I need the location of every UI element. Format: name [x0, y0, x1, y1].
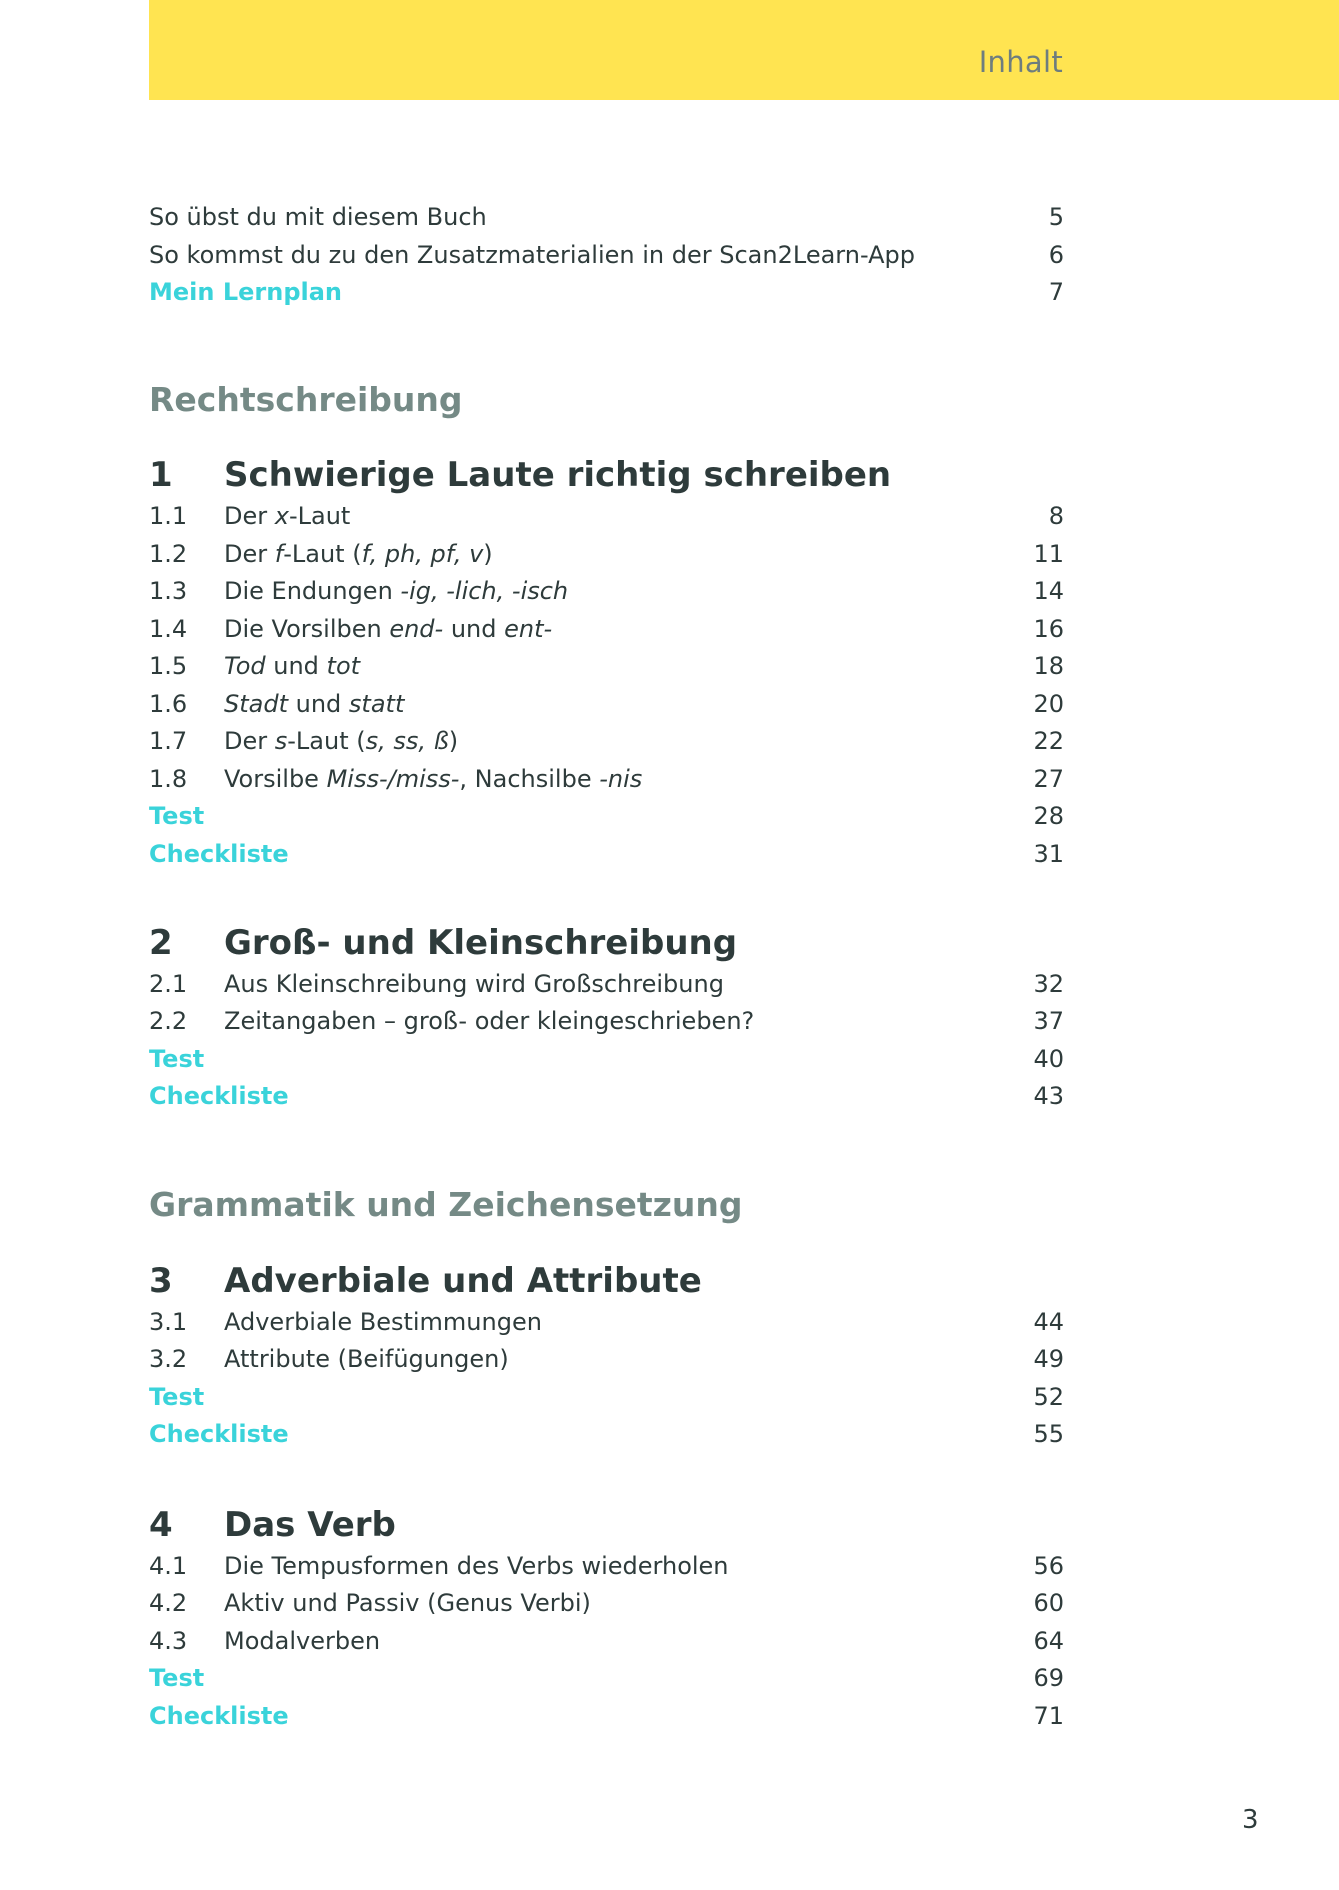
toc-entry[interactable]: [149, 1002, 1064, 1040]
toc-entry-label: Mein Lernplan: [149, 278, 343, 306]
toc-entry[interactable]: [149, 1303, 1064, 1341]
toc-entry-number: 1.2: [149, 540, 188, 568]
toc-entry-label: Checkliste: [149, 1082, 289, 1110]
toc-entry-page: 31: [1033, 840, 1064, 868]
toc-entry-label: Die Tempusformen des Verbs wiederholen: [224, 1552, 729, 1580]
toc-entry-checklist[interactable]: [149, 1697, 1064, 1735]
toc-entry[interactable]: [149, 722, 1064, 760]
toc-entry-label: Checkliste: [149, 1420, 289, 1448]
chapter-number: 3: [149, 1261, 173, 1301]
toc-entry[interactable]: [149, 497, 1064, 535]
toc-entry-page: 7: [1048, 278, 1064, 306]
toc-entry-page: 44: [1033, 1308, 1064, 1336]
toc-entry-number: 4.2: [149, 1589, 188, 1617]
toc-entry-label: Modalverben: [224, 1627, 381, 1655]
toc-entry-page: 28: [1033, 802, 1064, 830]
toc-entry-number: 1.8: [149, 765, 188, 793]
toc-entry[interactable]: [149, 685, 1064, 723]
toc-entry-label: Test: [149, 1045, 205, 1073]
toc-entry[interactable]: [149, 1340, 1064, 1378]
toc-entry-page: 20: [1033, 690, 1064, 718]
chapter-heading[interactable]: [149, 1258, 1064, 1304]
toc-entry-page: 27: [1033, 765, 1064, 793]
toc-entry-label: Test: [149, 802, 205, 830]
toc-entry-page: 37: [1033, 1007, 1064, 1035]
toc-entry-page: 11: [1033, 540, 1064, 568]
toc-entry-test[interactable]: [149, 1659, 1064, 1697]
toc-entry-page: 18: [1033, 652, 1064, 680]
toc-entry[interactable]: [149, 647, 1064, 685]
toc-entry-label: So übst du mit diesem Buch: [149, 203, 487, 231]
toc-entry[interactable]: [149, 1622, 1064, 1660]
toc-entry-page: 64: [1033, 1627, 1064, 1655]
toc-entry-label: Der x-Laut: [224, 502, 351, 530]
toc-entry-number: 3.1: [149, 1308, 188, 1336]
toc-entry-label: Checkliste: [149, 840, 289, 868]
toc-entry-label: Test: [149, 1664, 205, 1692]
toc-entry-page: 52: [1033, 1383, 1064, 1411]
chapter-heading[interactable]: [149, 920, 1064, 966]
toc-entry-intro[interactable]: [149, 198, 1064, 236]
toc-entry-checklist[interactable]: [149, 1415, 1064, 1453]
toc-entry[interactable]: [149, 1547, 1064, 1585]
toc-entry-page: 69: [1033, 1664, 1064, 1692]
toc-entry-test[interactable]: [149, 1378, 1064, 1416]
toc-entry-label: Der f-Laut (f, ph, pf, v): [224, 540, 493, 568]
toc-entry-label: So kommst du zu den Zusatzmaterialien in der Scan2Learn-App: [149, 241, 915, 269]
chapter-heading[interactable]: [149, 1502, 1064, 1548]
toc-entry-label: Vorsilbe Miss-/miss-, Nachsilbe -nis: [224, 765, 643, 793]
toc-entry-page: 5: [1048, 203, 1064, 231]
toc-entry-label: Zeitangaben – groß- oder kleingeschrieben?: [224, 1007, 755, 1035]
toc-entry-number: 1.3: [149, 577, 188, 605]
toc-entry-number: 1.6: [149, 690, 188, 718]
toc-entry-label: Adverbiale Bestimmungen: [224, 1308, 542, 1336]
toc-entry-label: Die Endungen -ig, -lich, -isch: [224, 577, 569, 605]
toc-entry[interactable]: [149, 610, 1064, 648]
toc-entry-checklist[interactable]: [149, 835, 1064, 873]
toc-entry-label: Attribute (Beifügungen): [224, 1345, 509, 1373]
toc-entry-page: 8: [1048, 502, 1064, 530]
toc-entry-label: Test: [149, 1383, 205, 1411]
toc-entry-page: 40: [1033, 1045, 1064, 1073]
toc-entry-number: 1.5: [149, 652, 188, 680]
toc-entry-page: 49: [1033, 1345, 1064, 1373]
toc-entry-label: Der s-Laut (s, ss, ß): [224, 727, 459, 755]
chapter-title: Schwierige Laute richtig schreiben: [224, 455, 892, 495]
chapter-number: 4: [149, 1505, 173, 1545]
toc-entry-label: Tod und tot: [224, 652, 361, 680]
toc-entry[interactable]: [149, 1584, 1064, 1622]
toc-entry-number: 4.3: [149, 1627, 188, 1655]
toc-entry-test[interactable]: [149, 797, 1064, 835]
toc-entry[interactable]: [149, 760, 1064, 798]
toc-entry-page: 6: [1048, 241, 1064, 269]
toc-entry-page: 16: [1033, 615, 1064, 643]
header-title: Inhalt: [978, 45, 1063, 79]
toc-entry-intro[interactable]: [149, 236, 1064, 274]
chapter-heading[interactable]: [149, 452, 1064, 498]
toc-entry-label: Stadt und statt: [224, 690, 405, 718]
toc-entry-lernplan[interactable]: [149, 273, 1064, 311]
toc-entry-page: 32: [1033, 970, 1064, 998]
chapter-title: Groß- und Kleinschreibung: [224, 923, 738, 963]
section-heading: Rechtschreibung: [149, 380, 463, 419]
chapter-title: Adverbiale und Attribute: [224, 1261, 702, 1301]
toc-entry-page: 56: [1033, 1552, 1064, 1580]
chapter-title: Das Verb: [224, 1505, 396, 1545]
toc-entry-page: 71: [1033, 1702, 1064, 1730]
toc-entry-page: 55: [1033, 1420, 1064, 1448]
toc-entry-label: Checkliste: [149, 1702, 289, 1730]
toc-entry-number: 4.1: [149, 1552, 188, 1580]
section-heading: Grammatik und Zeichensetzung: [149, 1185, 743, 1224]
toc-entry-page: 60: [1033, 1589, 1064, 1617]
toc-entry-checklist[interactable]: [149, 1077, 1064, 1115]
toc-entry-label: Aus Kleinschreibung wird Großschreibung: [224, 970, 724, 998]
toc-entry-number: 2.1: [149, 970, 188, 998]
toc-entry-number: 3.2: [149, 1345, 188, 1373]
toc-entry[interactable]: [149, 572, 1064, 610]
toc-entry-page: 14: [1033, 577, 1064, 605]
toc-entry-number: 2.2: [149, 1007, 188, 1035]
toc-entry-page: 43: [1033, 1082, 1064, 1110]
toc-entry-label: Die Vorsilben end- und ent-: [224, 615, 553, 643]
toc-entry-label: Aktiv und Passiv (Genus Verbi): [224, 1589, 591, 1617]
chapter-number: 1: [149, 455, 173, 495]
chapter-number: 2: [149, 923, 173, 963]
header-band: [149, 0, 1339, 100]
toc-entry-test[interactable]: [149, 1040, 1064, 1078]
toc-entry-number: 1.4: [149, 615, 188, 643]
toc-entry-number: 1.1: [149, 502, 188, 530]
toc-entry-page: 22: [1033, 727, 1064, 755]
toc-entry-number: 1.7: [149, 727, 188, 755]
page-number: 3: [1242, 1805, 1259, 1835]
toc-entry[interactable]: [149, 535, 1064, 573]
toc-entry[interactable]: [149, 965, 1064, 1003]
